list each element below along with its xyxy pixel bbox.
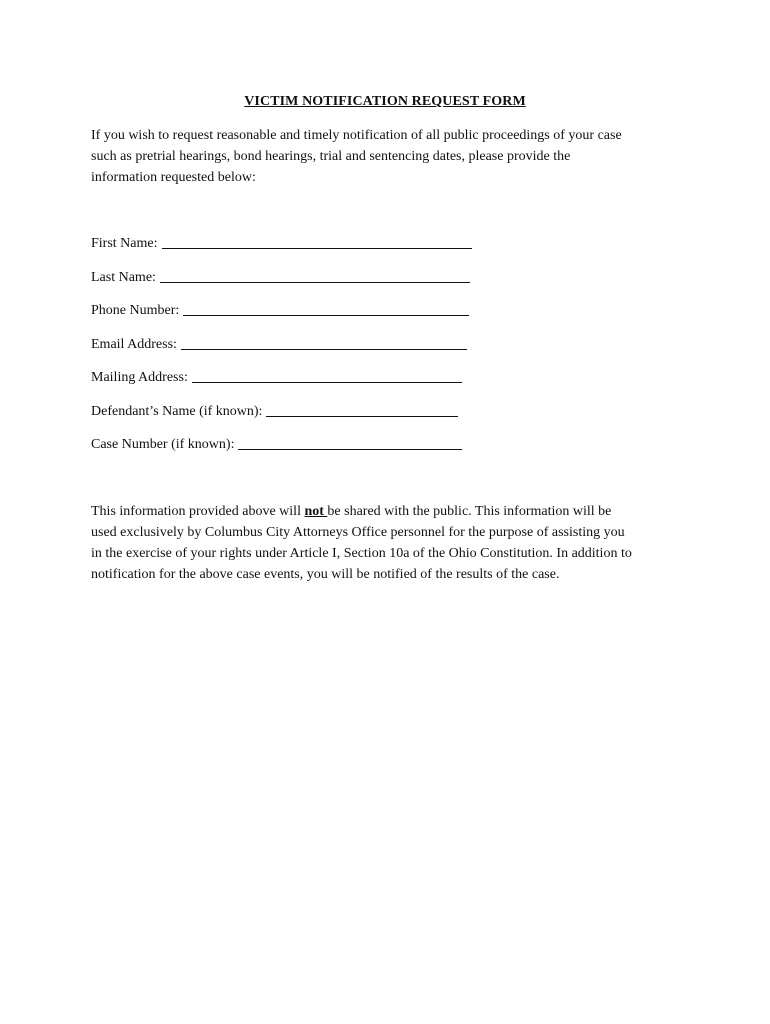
mailing-address-label: Mailing Address: — [91, 370, 188, 385]
notice-text: This information provided above will — [91, 504, 305, 519]
intro-line: information requested below: — [91, 170, 256, 185]
case-number-label: Case Number (if known): — [91, 437, 235, 452]
mailing-address-field — [91, 366, 462, 386]
last-name-input[interactable] — [160, 268, 470, 283]
notice-text: be shared with the public. This information will be — [327, 504, 612, 519]
phone-number-label: Phone Number: — [91, 303, 180, 318]
email-address-label: Email Address: — [91, 337, 177, 352]
notice-line: notification for the above case events, you will be notified of the results of the case. — [91, 567, 560, 582]
form-title: VICTIM NOTIFICATION REQUEST FORM — [244, 94, 526, 109]
case-number-field — [91, 433, 462, 453]
defendant-name-field — [91, 400, 458, 420]
notice-line — [91, 501, 632, 522]
privacy-notice — [91, 501, 632, 585]
phone-number-input[interactable] — [183, 301, 469, 316]
mailing-address-input[interactable] — [192, 368, 462, 383]
notice-line: used exclusively by Columbus City Attorneys Office personnel for the purpose of assisting you — [91, 525, 625, 540]
intro-line: such as pretrial hearings, bond hearings, trial and sentencing dates, please provide the — [91, 149, 571, 164]
last-name-field — [91, 266, 470, 286]
defendant-name-label: Defendant’s Name (if known): — [91, 404, 263, 419]
intro-paragraph — [91, 125, 622, 188]
email-address-field — [91, 333, 467, 353]
intro-line: If you wish to request reasonable and timely notification of all public proceedings of your case — [91, 128, 622, 143]
first-name-field — [91, 232, 472, 252]
defendant-name-input[interactable] — [266, 402, 458, 417]
email-address-input[interactable] — [181, 335, 467, 350]
notice-emphasis: not — [304, 504, 328, 519]
notice-line: in the exercise of your rights under Article I, Section 10a of the Ohio Constitution. In addition to — [91, 546, 632, 561]
phone-number-field — [91, 299, 469, 319]
case-number-input[interactable] — [238, 435, 462, 450]
first-name-label: First Name: — [91, 236, 158, 251]
first-name-input[interactable] — [162, 234, 472, 249]
last-name-label: Last Name: — [91, 270, 156, 285]
